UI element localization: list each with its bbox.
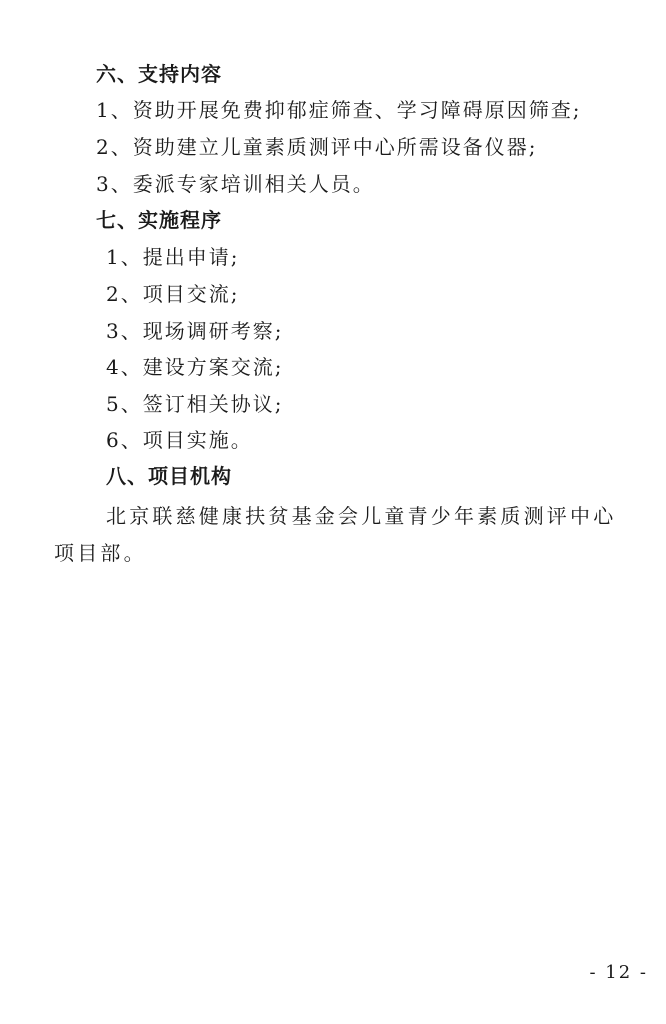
list-item: 1、提出申请; <box>106 245 240 269</box>
list-item: 4、建设方案交流; <box>106 355 284 379</box>
section-heading-organization: 八、项目机构 <box>106 464 232 488</box>
section-heading-procedure: 七、实施程序 <box>96 208 222 232</box>
list-item: 6、项目实施。 <box>106 428 253 452</box>
list-item: 5、签订相关协议; <box>106 392 284 416</box>
page-number: - 12 - <box>589 962 648 983</box>
list-item: 3、委派专家培训相关人员。 <box>96 172 375 196</box>
list-item: 1、资助开展免费抑郁症筛查、学习障碍原因筛查; <box>96 98 582 122</box>
list-item: 3、现场调研考察; <box>106 319 284 343</box>
organization-paragraph: 北京联慈健康扶贫基金会儿童青少年素质测评中心项目部。 <box>54 504 617 565</box>
section-heading-support: 六、支持内容 <box>96 62 222 86</box>
list-item: 2、资助建立儿童素质测评中心所需设备仪器; <box>96 135 538 159</box>
list-item: 2、项目交流; <box>106 282 240 306</box>
